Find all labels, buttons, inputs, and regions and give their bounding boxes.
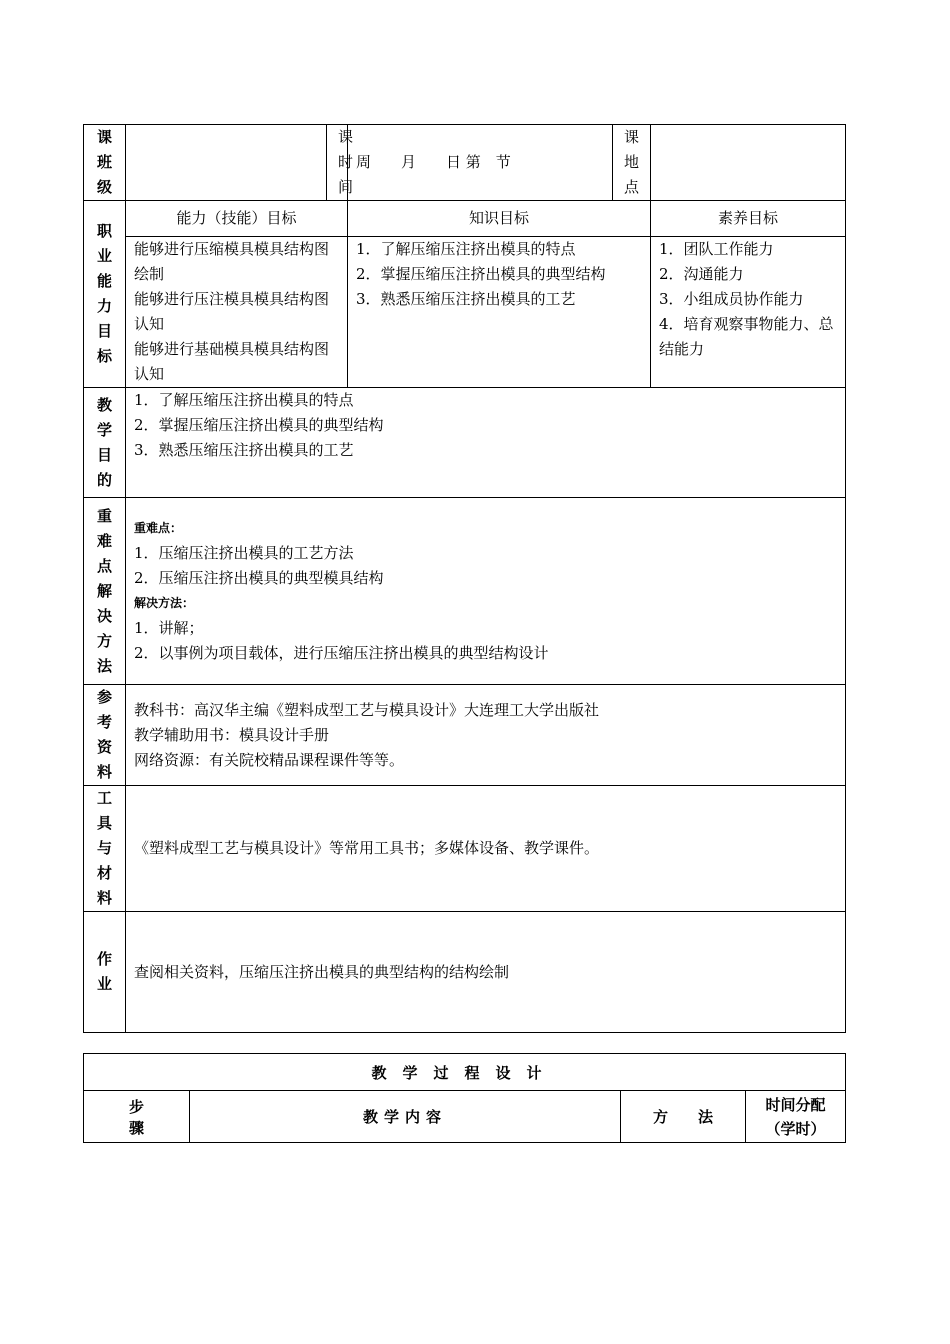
- ability-label: 职 业 能 力 目 标: [84, 201, 126, 388]
- ability-header-row: [84, 201, 846, 237]
- time-value: 周 月 日 第 节: [348, 125, 613, 201]
- process-header-row: [84, 1091, 846, 1143]
- purpose-content: 1．了解压缩压注挤出模具的特点 2．掌握压缩压注挤出模具的典型结构 3．熟悉压缩压注挤出模具的工艺: [126, 388, 846, 498]
- references-content: 教科书：高汉华主编《塑料成型工艺与模具设计》大连理工大学出版社 教学辅助用书：模具设计手册 网络资源：有关院校精品课程课件等等。: [126, 685, 846, 786]
- skill-goals: 能够进行压缩模具模具结构图绘制 能够进行压注模具模具结构图认知 能够进行基础模具模具结构图认知: [126, 237, 348, 388]
- purpose-row: [84, 388, 846, 498]
- tools-label: 工 具 与 材 料: [84, 786, 126, 912]
- difficulty-content: 重难点： 1．压缩压注挤出模具的工艺方法 2．压缩压注挤出模具的典型模具结构 解决方法： 1．讲解； 2．以事例为项目载体，进行压缩压注挤出模具的典型结构设计: [126, 498, 846, 685]
- knowledge-goals: 1．了解压缩压注挤出模具的特点 2．掌握压缩压注挤出模具的典型结构 3．熟悉压缩压注挤出模具的工艺: [348, 237, 651, 388]
- process-design-table: [83, 1053, 846, 1143]
- quality-goals: 1．团队工作能力 2．沟通能力 3．小组成员协作能力 4．培育观察事物能力、总结能力: [651, 237, 846, 388]
- references-label: 参 考 资 料: [84, 685, 126, 786]
- tools-content: 《塑料成型工艺与模具设计》等常用工具书；多媒体设备、教学课件。: [126, 786, 846, 912]
- references-row: [84, 685, 846, 786]
- tools-row: [84, 786, 846, 912]
- method-column-heading: 方法: [621, 1091, 746, 1143]
- time-label: 课 时 间: [327, 125, 348, 201]
- step-column-heading: 步骤: [84, 1091, 190, 1143]
- process-title-row: [84, 1054, 846, 1091]
- difficulty-row: [84, 498, 846, 685]
- skill-goal-heading: 能力（技能）目标: [126, 201, 348, 237]
- class-label: 课 班 级: [84, 125, 126, 201]
- header-row: [84, 125, 846, 201]
- ability-content-row: [84, 237, 846, 388]
- difficulty-label: 重 难 点 解 决 方 法: [84, 498, 126, 685]
- quality-goal-heading: 素养目标: [651, 201, 846, 237]
- solution-heading: 解决方法：: [134, 596, 195, 610]
- place-label: 课 地 点: [613, 125, 651, 201]
- process-title: 教学过程设计: [84, 1054, 846, 1091]
- knowledge-goal-heading: 知识目标: [348, 201, 651, 237]
- class-value: [126, 125, 327, 201]
- purpose-label: 教 学 目 的: [84, 388, 126, 498]
- time-allocation-heading: 时间分配 （学时）: [746, 1091, 846, 1143]
- content-column-heading: 教学内容: [190, 1091, 621, 1143]
- place-value: [651, 125, 846, 201]
- homework-content: 查阅相关资料，压缩压注挤出模具的典型结构的结构绘制: [126, 912, 846, 1033]
- key-points-heading: 重难点：: [134, 521, 183, 535]
- homework-row: [84, 912, 846, 1033]
- lesson-plan-table: [83, 124, 846, 1033]
- homework-label: 作 业: [84, 912, 126, 1033]
